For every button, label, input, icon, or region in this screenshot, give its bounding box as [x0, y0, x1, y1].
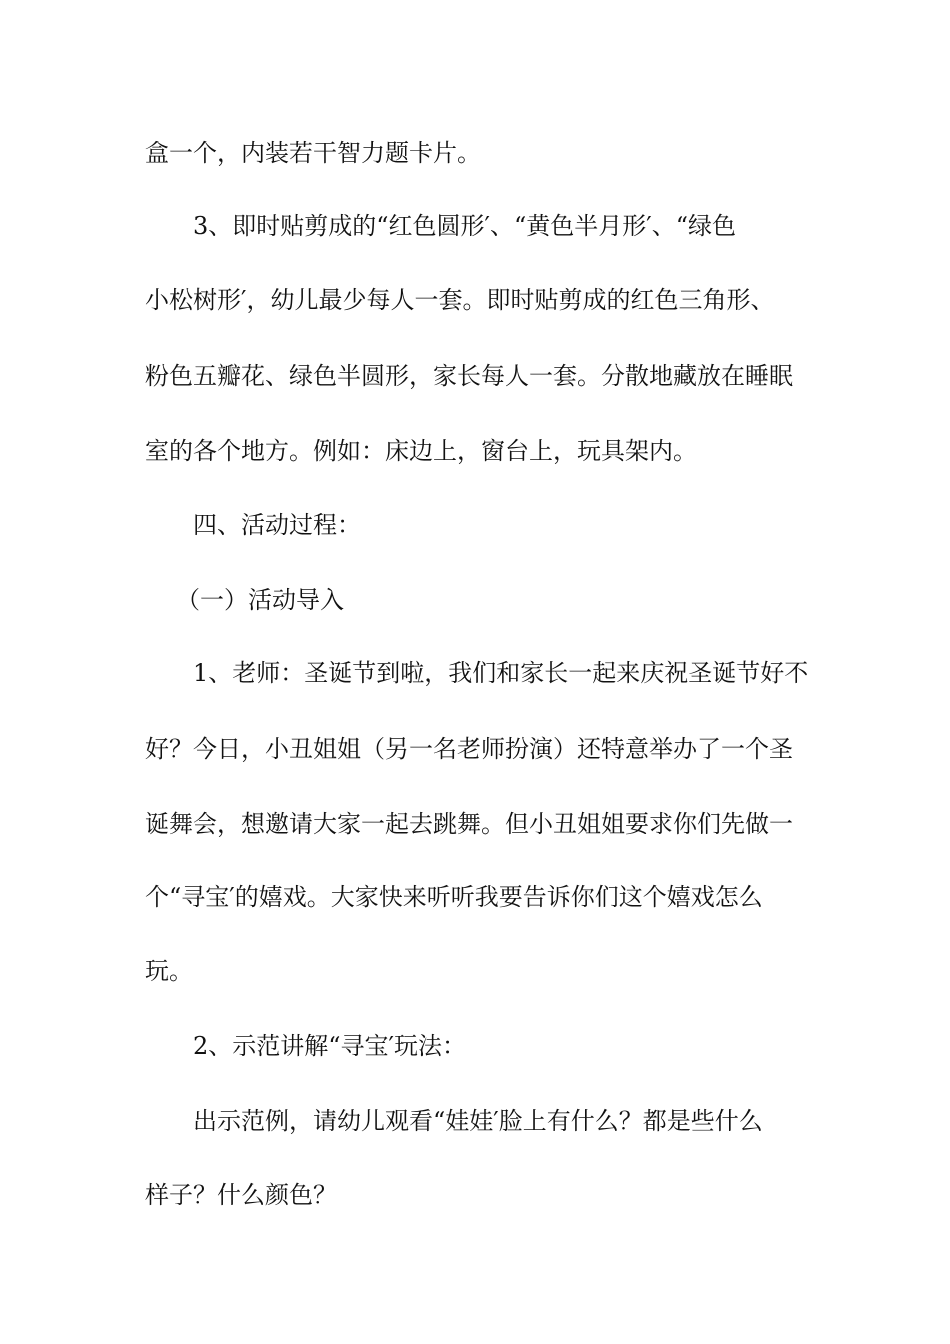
- text-line-2: 3、即时贴剪成的“红色圆形′、“黄色半月形′、“绿色: [193, 212, 736, 240]
- text-line-15: 样子？什么颜色？: [145, 1181, 337, 1209]
- text-line-14: 出示范例，请幼儿观看“娃娃′脸上有什么？都是些什么: [193, 1107, 763, 1135]
- text-line-1: 盒一个，内装若干智力题卡片。: [145, 139, 481, 167]
- text-line-12: 玩。: [145, 957, 193, 985]
- text-line-4: 粉色五瓣花、绿色半圆形，家长每人一套。分散地藏放在睡眠: [145, 362, 793, 390]
- text-line-3: 小松树形′，幼儿最少每人一套。即时贴剪成的红色三角形、: [145, 286, 775, 314]
- subsection-heading: （一）活动导入: [176, 586, 344, 614]
- text-line-8: 1、老师：圣诞节到啦，我们和家长一起来庆祝圣诞节好不: [193, 659, 809, 687]
- section-heading: 四、活动过程：: [193, 511, 361, 539]
- text-line-11: 个“寻宝′的嬉戏。大家快来听听我要告诉你们这个嬉戏怎么: [145, 883, 763, 911]
- text-line-13: 2、示范讲解“寻宝′玩法：: [193, 1032, 466, 1060]
- text-line-10: 诞舞会，想邀请大家一起去跳舞。但小丑姐姐要求你们先做一: [145, 810, 793, 838]
- text-line-9: 好？今日，小丑姐姐（另一名老师扮演）还特意举办了一个圣: [145, 735, 793, 763]
- text-line-5: 室的各个地方。例如：床边上，窗台上，玩具架内。: [145, 437, 697, 465]
